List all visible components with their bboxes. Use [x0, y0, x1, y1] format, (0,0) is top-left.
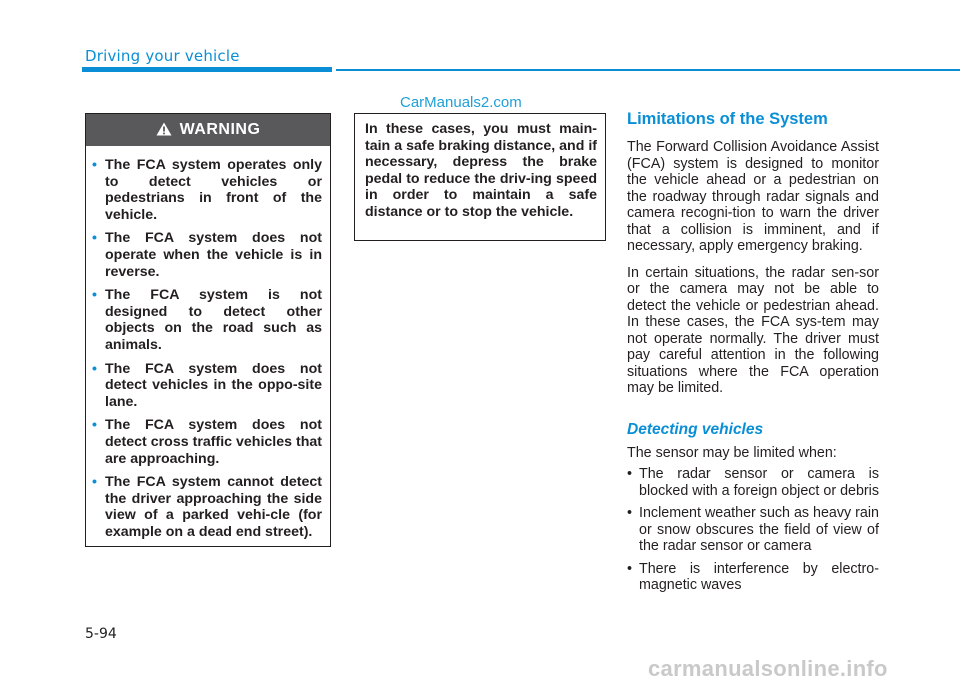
- warning-item: [92, 417, 322, 467]
- warning-item: [92, 287, 322, 353]
- warning-title: WARNING: [179, 121, 261, 138]
- info-box: In these cases, you must main-tain a safe braking distance, and if necessary, depress the brake pedal to reduce the driv-ing speed in order to maintain a safe distance or to stop the vehicle.: [354, 113, 606, 241]
- warning-header: [86, 114, 330, 146]
- list-item-text: Inclement weather such as heavy rain or snow obscures the field of view of the radar sensor or camera: [639, 505, 879, 554]
- bullet: •: [92, 474, 97, 491]
- bullet: •: [627, 560, 633, 577]
- right-column: [627, 110, 879, 600]
- section-title: Driving your vehicle: [85, 47, 240, 65]
- bullet: •: [627, 505, 633, 521]
- list-item-text: The radar sensor or camera is blocked with a foreign object or debris: [639, 466, 880, 499]
- warning-item: [92, 157, 322, 223]
- list-item: [627, 560, 879, 594]
- watermark-bottom: carmanualsonline.info: [648, 656, 888, 681]
- warning-triangle-icon: [156, 122, 172, 136]
- bullet: •: [92, 287, 97, 304]
- warning-item-text: The FCA system does not detect vehicles in the oppo-site lane.: [105, 360, 322, 410]
- bullet: •: [627, 466, 633, 482]
- warning-item-text: The FCA system operates only to detect vehicles or pedestrians in front of the vehicle.: [105, 157, 322, 223]
- limitations-paragraph: In certain situations, the radar sen-sor or the camera may not be able to detect the vehicle or pedestrian ahead. In these cases, the FCA sys-tem may not operate normally. The driver must pay careful attention in the following situations where the FCA operation may be limited.: [627, 264, 879, 396]
- limitations-paragraph: The Forward Collision Avoidance Assist (FCA) system is designed to monitor the vehicle ahead or a pedestrian on the roadway through radar signals and camera recogni-tion to warn the driver that a collision is imminent, and if necessary, apply emergency braking.: [627, 139, 879, 254]
- warning-item: [92, 474, 322, 540]
- warning-item: [92, 360, 322, 411]
- warning-item: [92, 230, 322, 280]
- watermark-top: CarManuals2.com: [400, 94, 522, 111]
- bullet: •: [92, 360, 97, 377]
- page-number: 5-94: [85, 626, 117, 642]
- warning-item-text: The FCA system cannot detect the driver approaching the side view of a parked vehi-cle (for example on a dead end street).: [105, 474, 322, 540]
- detecting-list: [627, 466, 879, 594]
- detecting-heading: Detecting vehicles: [627, 420, 764, 438]
- list-item: [627, 466, 880, 499]
- bullet: •: [92, 230, 97, 247]
- warning-item-text: The FCA system does not operate when the vehicle is in reverse.: [105, 230, 322, 280]
- header-rule-thin: [336, 69, 960, 71]
- warning-list: [86, 146, 330, 540]
- limitations-heading: Limitations of the System: [627, 110, 828, 128]
- bullet: •: [92, 157, 97, 173]
- header-rule-thick: [82, 67, 332, 72]
- bullet: •: [92, 417, 97, 434]
- list-item: [627, 505, 879, 555]
- warning-box: [85, 113, 331, 547]
- warning-item-text: The FCA system does not detect cross traffic vehicles that are approaching.: [105, 417, 322, 467]
- detecting-intro: The sensor may be limited when:: [627, 444, 837, 461]
- list-item-text: There is interference by electro-magnetic waves: [639, 560, 879, 593]
- warning-item-text: The FCA system is not designed to detect other objects on the road such as animals.: [105, 287, 322, 353]
